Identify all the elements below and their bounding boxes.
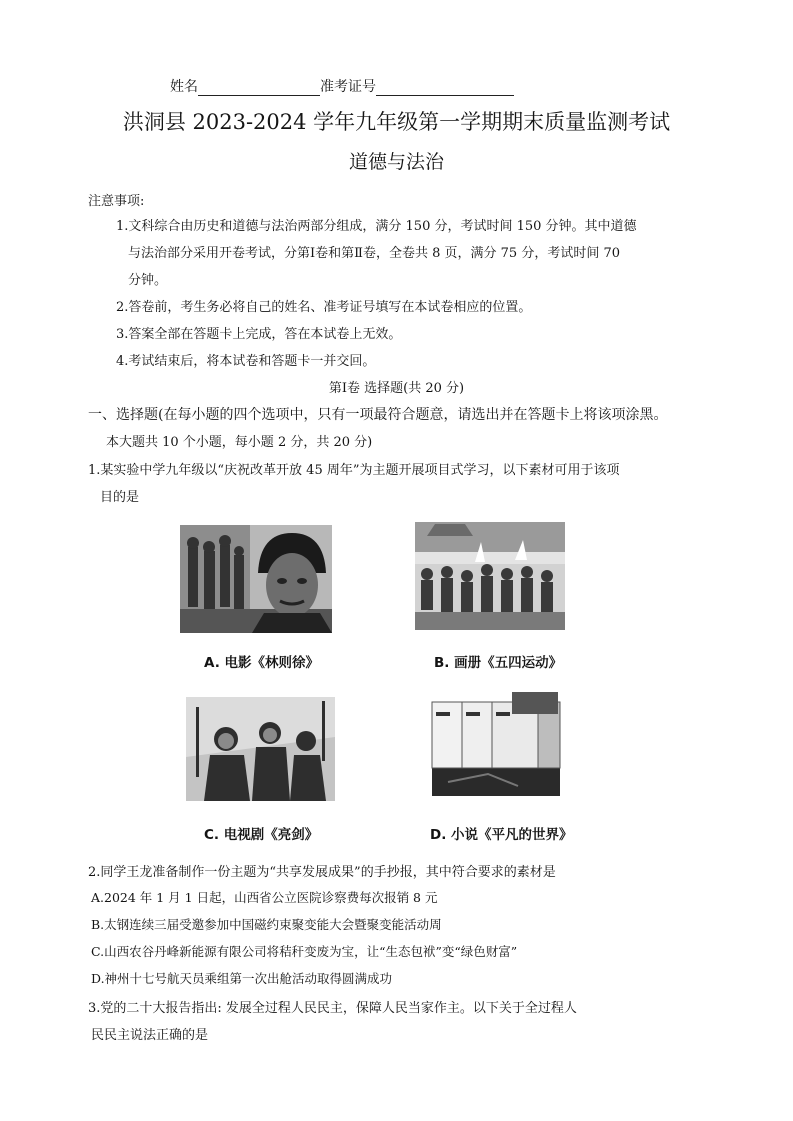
option-c-caption: C. 电视剧《亮剑》 bbox=[204, 827, 319, 843]
question-2-option-d: D.神州十七号航天员乘组第一次出舱活动取得圆满成功 bbox=[91, 971, 393, 986]
note-item-1: 1.文科综合由历史和道德与法治两部分组成，满分 150 分，考试时间 150 分钟。其中道德 bbox=[116, 219, 637, 234]
option-a-image bbox=[180, 525, 332, 633]
candidate-info-line bbox=[170, 76, 514, 96]
question-2-option-a: A.2024 年 1 月 1 日起，山西省公立医院诊察费每次报销 8 元 bbox=[91, 890, 438, 905]
question-1-stem-cont: 目的是 bbox=[100, 490, 140, 505]
note-item-2: 2.答卷前，考生务必将自己的姓名、准考证号填写在本试卷相应的位置。 bbox=[116, 300, 532, 315]
option-b-caption: B. 画册《五四运动》 bbox=[434, 655, 563, 671]
option-d-caption: D. 小说《平凡的世界》 bbox=[430, 827, 573, 843]
name-blank[interactable] bbox=[198, 81, 320, 96]
note-item-1-end: 分钟。 bbox=[128, 273, 168, 288]
option-c-image bbox=[186, 697, 335, 801]
question-3-stem-cont: 民民主说法正确的是 bbox=[91, 1028, 209, 1043]
question-2-option-c: C.山西农谷丹峰新能源有限公司将秸秆变废为宝，让“生态包袱”变“绿色财富” bbox=[91, 944, 518, 959]
exam-id-blank[interactable] bbox=[376, 81, 514, 96]
exam-title: 洪洞县 2023-2024 学年九年级第一学期期末质量监测考试 bbox=[122, 110, 671, 134]
question-1-stem: 1.某实验中学九年级以“庆祝改革开放 45 周年”为主题开展项目式学习，以下素材可用于该项 bbox=[88, 463, 620, 478]
section-title: 第Ⅰ卷 选择题(共 20 分) bbox=[328, 381, 465, 396]
option-d-image bbox=[428, 690, 564, 802]
name-label: 姓名 bbox=[170, 79, 198, 95]
question-3-stem: 3.党的二十大报告指出: 发展全过程人民民主，保障人民当家作主。以下关于全过程人 bbox=[88, 1001, 577, 1016]
section-instruction-cont: 本大题共 10 个小题，每小题 2 分，共 20 分) bbox=[106, 435, 373, 450]
question-2-stem: 2.同学王龙准备制作一份主题为“共享发展成果”的手抄报，其中符合要求的素材是 bbox=[88, 865, 556, 880]
option-a-caption: A. 电影《林则徐》 bbox=[204, 655, 320, 671]
question-2-option-b: B.太钢连续三届受邀参加中国磁约束聚变能大会暨聚变能活动周 bbox=[91, 917, 442, 932]
note-item-3: 3.答案全部在答题卡上完成，答在本试卷上无效。 bbox=[116, 327, 402, 342]
section-instruction: 一、选择题(在每小题的四个选项中，只有一项最符合题意，请选出并在答题卡上将该项涂黑。 bbox=[88, 407, 668, 423]
option-b-image bbox=[415, 522, 565, 630]
exam-id-label: 准考证号 bbox=[320, 79, 376, 95]
note-item-4: 4.考试结束后，将本试卷和答题卡一并交回。 bbox=[116, 354, 376, 369]
notes-heading: 注意事项: bbox=[88, 194, 145, 209]
note-item-1-cont: 与法治部分采用开卷考试，分第Ⅰ卷和第Ⅱ卷，全卷共 8 页，满分 75 分，考试时间 70 bbox=[128, 246, 620, 261]
subject-title: 道德与法治 bbox=[348, 151, 444, 173]
